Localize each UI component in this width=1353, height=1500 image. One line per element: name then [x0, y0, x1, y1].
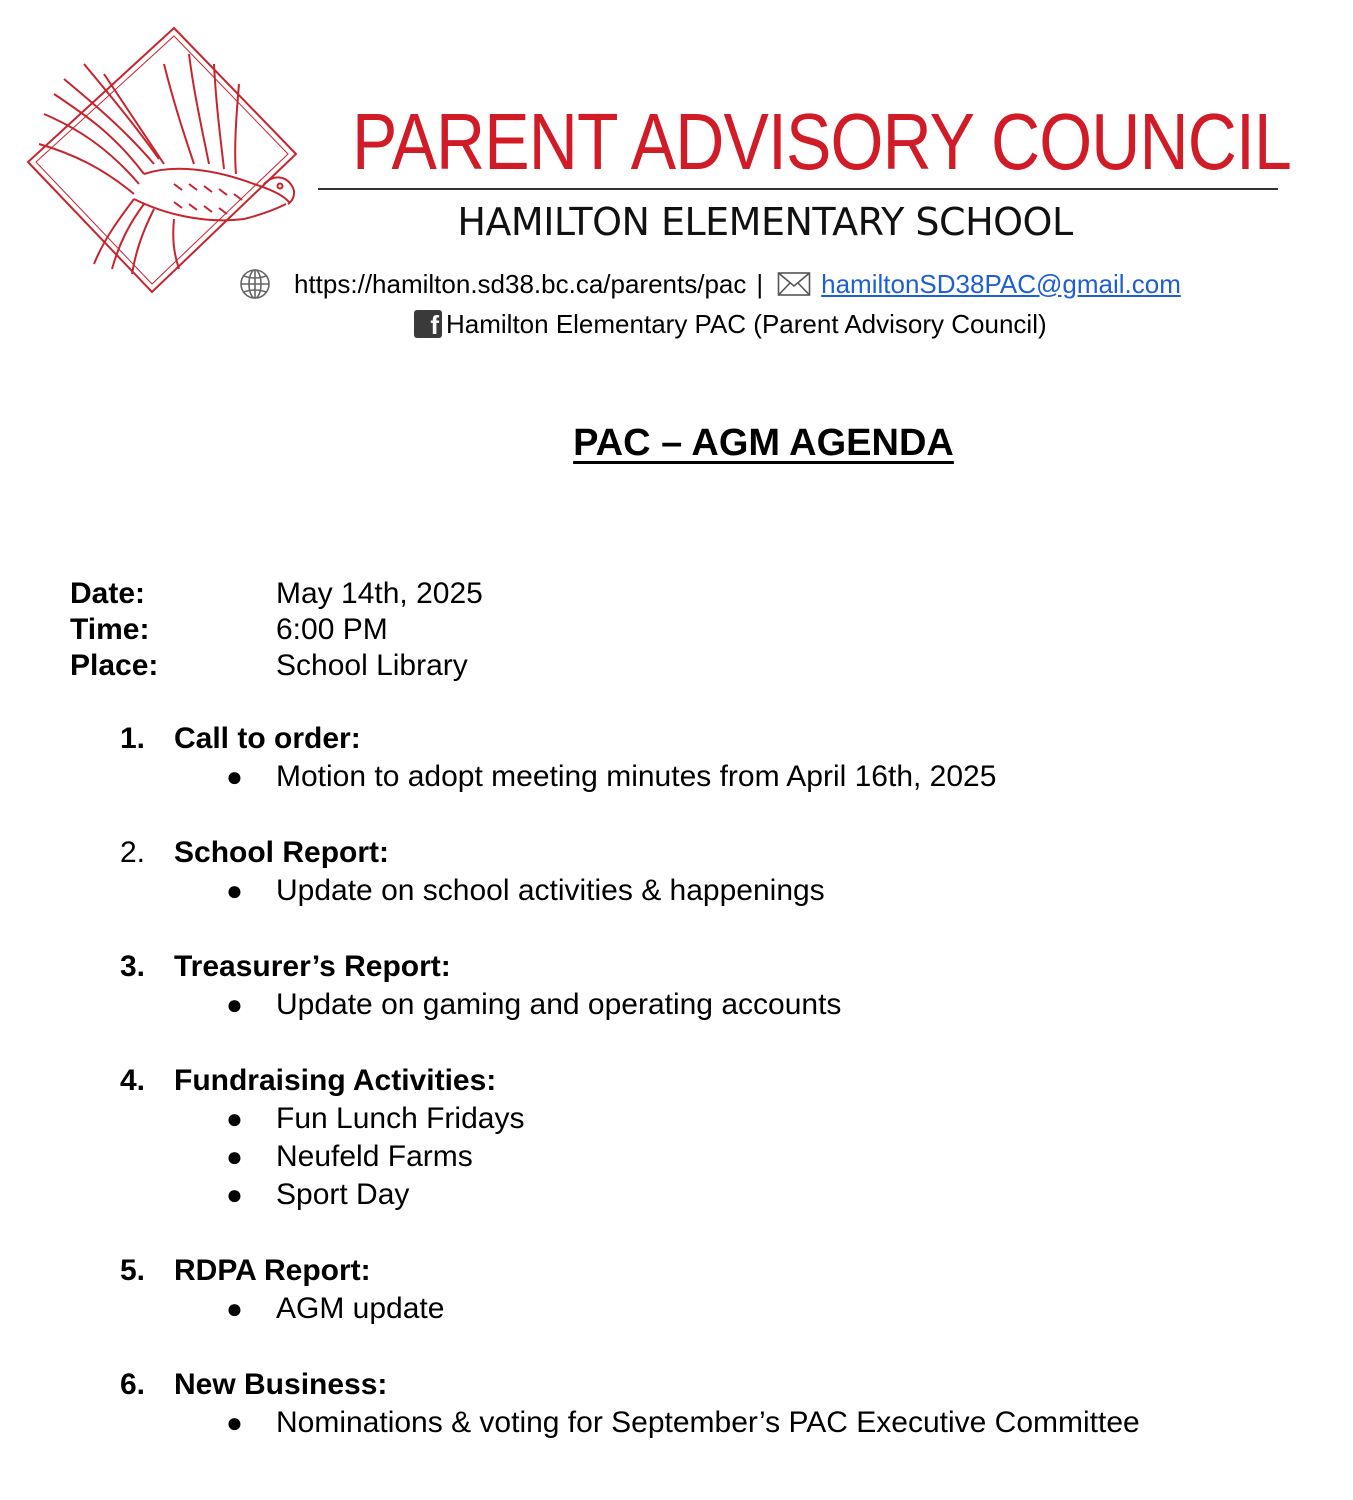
facebook-line: [414, 306, 1047, 342]
item-number: 2.: [120, 836, 146, 869]
time-label: Time:: [70, 613, 150, 646]
envelope-icon: [777, 271, 811, 297]
title-divider: [318, 188, 1278, 190]
bullet-icon: ●: [226, 1103, 243, 1134]
item-title: Treasurer’s Report:: [174, 950, 451, 983]
place-label: Place:: [70, 649, 159, 682]
bullet-text: Nominations & voting for September’s PAC Executive Committee: [276, 1406, 1140, 1439]
item-title: School Report:: [174, 836, 389, 869]
bullet-icon: ●: [226, 1179, 243, 1210]
bullet-text: Sport Day: [276, 1178, 410, 1211]
agenda-title: PAC – AGM AGENDA: [573, 422, 954, 464]
date-label: Date:: [70, 577, 146, 610]
email-link[interactable]: hamiltonSD38PAC@gmail.com: [821, 268, 1181, 299]
list-item: [120, 986, 1320, 1024]
list-item: [120, 1290, 1320, 1328]
agenda-item: [120, 1062, 1320, 1214]
bullet-icon: ●: [226, 1407, 243, 1438]
list-item: [120, 1404, 1320, 1442]
item-number: 1.: [120, 722, 146, 755]
item-title: Fundraising Activities:: [174, 1064, 497, 1097]
list-item: [120, 1138, 1320, 1176]
bullet-text: Fun Lunch Fridays: [276, 1102, 525, 1135]
meeting-details: [70, 576, 483, 684]
item-number: 3.: [120, 950, 146, 983]
agenda-item: [120, 720, 1320, 796]
item-title: New Business:: [174, 1368, 388, 1401]
time-value: 6:00 PM: [276, 613, 388, 646]
bullet-icon: ●: [226, 989, 243, 1020]
bullet-text: Update on school activities & happenings: [276, 874, 825, 907]
contact-line: [238, 266, 1181, 302]
place-value: School Library: [276, 649, 468, 682]
bullet-text: Neufeld Farms: [276, 1140, 473, 1173]
list-item: [120, 758, 1320, 796]
agenda-item: [120, 948, 1320, 1024]
item-number: 5.: [120, 1254, 146, 1287]
website-text: https://hamilton.sd38.bc.ca/parents/pac: [294, 268, 747, 299]
time-row: [70, 612, 483, 648]
agenda-list: [120, 720, 1320, 1480]
list-item: [120, 872, 1320, 910]
list-item: [120, 1176, 1320, 1214]
list-item: [120, 1100, 1320, 1138]
item-number: 6.: [120, 1368, 146, 1401]
bullet-icon: ●: [226, 761, 243, 792]
contact-separator: |: [756, 268, 764, 299]
bullet-text: Update on gaming and operating accounts: [276, 988, 842, 1021]
date-row: [70, 576, 483, 612]
agenda-item: [120, 1366, 1320, 1442]
item-number: 4.: [120, 1064, 146, 1097]
item-title: Call to order:: [174, 722, 361, 755]
bullet-text: Motion to adopt meeting minutes from April 16th, 2025: [276, 760, 997, 793]
eagle-logo: [24, 24, 314, 304]
org-title: PARENT ADVISORY COUNCIL: [352, 97, 1292, 186]
facebook-icon: f: [414, 310, 442, 338]
date-value: May 14th, 2025: [276, 577, 483, 610]
bullet-text: AGM update: [276, 1292, 445, 1325]
org-subtitle: HAMILTON ELEMENTARY SCHOOL: [457, 200, 1073, 244]
bullet-icon: ●: [226, 1141, 243, 1172]
facebook-page-text: Hamilton Elementary PAC (Parent Advisory Council): [446, 308, 1047, 339]
agenda-item: [120, 1252, 1320, 1328]
globe-icon: [238, 267, 272, 301]
agenda-item: [120, 834, 1320, 910]
bullet-icon: ●: [226, 1293, 243, 1324]
place-row: [70, 648, 483, 684]
item-title: RDPA Report:: [174, 1254, 371, 1287]
bullet-icon: ●: [226, 875, 243, 906]
